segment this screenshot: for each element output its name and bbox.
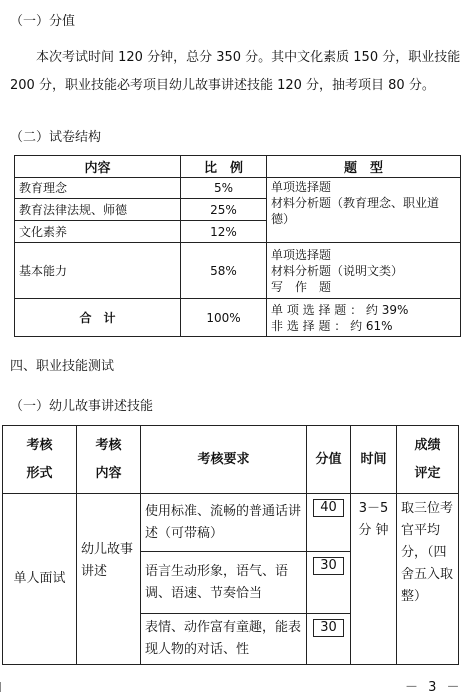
header-content-line: 考核 (95, 437, 122, 453)
total-label: 合 计 (15, 299, 181, 337)
total-type-line: 单 项 选 择 题 ： 约 39% (271, 302, 409, 317)
header-content (77, 426, 141, 494)
type-line: 写 作 题 (271, 279, 332, 294)
question-types-group2 (267, 243, 461, 299)
row-ratio: 12% (181, 221, 267, 243)
total-ratio: 100% (181, 299, 267, 337)
sub1-heading: （一）幼儿故事讲述技能 (10, 399, 154, 414)
table-row (15, 243, 461, 299)
skill-table (2, 425, 459, 665)
score-paragraph: 本次考试时间 120 分钟，总分 350 分。其中文化素质 150 分，职业技能 200 分，职业技能必考项目幼儿故事讲述技能 120 分，抽考项目 80 分。 (10, 50, 461, 93)
type-line: 材料分析题（说明文类） (271, 263, 404, 278)
content-text: 幼儿故事讲述 (81, 541, 134, 579)
score-value: 30 (313, 557, 344, 575)
structure-heading: （二）试卷结构 (10, 130, 102, 145)
type-line: 材料分析题（教育理念、职业道德） (271, 196, 440, 226)
total-types (267, 299, 461, 337)
header-content: 内容 (15, 156, 181, 178)
content-value (77, 494, 141, 665)
section4-heading: 四、职业技能测试 (10, 359, 115, 374)
score-cell (307, 494, 351, 552)
row-ratio: 5% (181, 178, 267, 199)
total-row (15, 299, 461, 337)
header-form (3, 426, 77, 494)
header-form-line: 形式 (26, 465, 53, 481)
table-row (15, 178, 461, 199)
header-requirement: 考核要求 (141, 426, 307, 494)
header-score: 分值 (307, 426, 351, 494)
requirement-cell: 表情、动作富有童趣，能表现人物的对话、性 (141, 614, 307, 665)
requirement-cell: 使用标准、流畅的普通话讲述（可带稿） (141, 494, 307, 552)
table-header-row (15, 156, 461, 178)
header-grade (397, 426, 459, 494)
header-grade-line: 成绩 (414, 437, 441, 453)
time-value: 3－5 分 钟 (351, 494, 397, 665)
row-ratio: 58% (181, 243, 267, 299)
header-type: 题 型 (267, 156, 461, 178)
header-ratio: 比 例 (181, 156, 267, 178)
row-ratio: 25% (181, 199, 267, 221)
row-content: 教育法律法规、师德 (15, 199, 181, 221)
header-time: 时间 (351, 426, 397, 494)
score-value: 40 (313, 499, 344, 517)
form-value: 单人面试 (3, 494, 77, 665)
header-content-line: 内容 (95, 465, 122, 481)
row-content: 基本能力 (15, 243, 181, 299)
row-content: 文化素养 (15, 221, 181, 243)
header-grade-line: 评定 (414, 465, 441, 481)
page-number: － 3 － (405, 680, 463, 693)
total-type-line: 非 选 择 题 ： 约 61% (271, 318, 393, 333)
row-content: 教育理念 (15, 178, 181, 199)
grade-value: 取三位考官平均分，（四舍五入取整） (397, 494, 459, 665)
score-heading: （一）分值 (10, 14, 76, 29)
type-line: 单项选择题 (271, 247, 332, 262)
page-edge-mark (0, 682, 4, 692)
score-cell (307, 552, 351, 614)
structure-table (14, 155, 461, 337)
question-types-group1 (267, 178, 461, 243)
score-value: 30 (313, 619, 344, 637)
skill-header-row (3, 426, 459, 494)
requirement-cell: 语言生动形象，语气、语调、语速、节奏恰当 (141, 552, 307, 614)
type-line: 单项选择题 (271, 180, 332, 194)
table-row (3, 494, 459, 552)
header-form-line: 考核 (26, 437, 53, 453)
score-cell (307, 614, 351, 665)
